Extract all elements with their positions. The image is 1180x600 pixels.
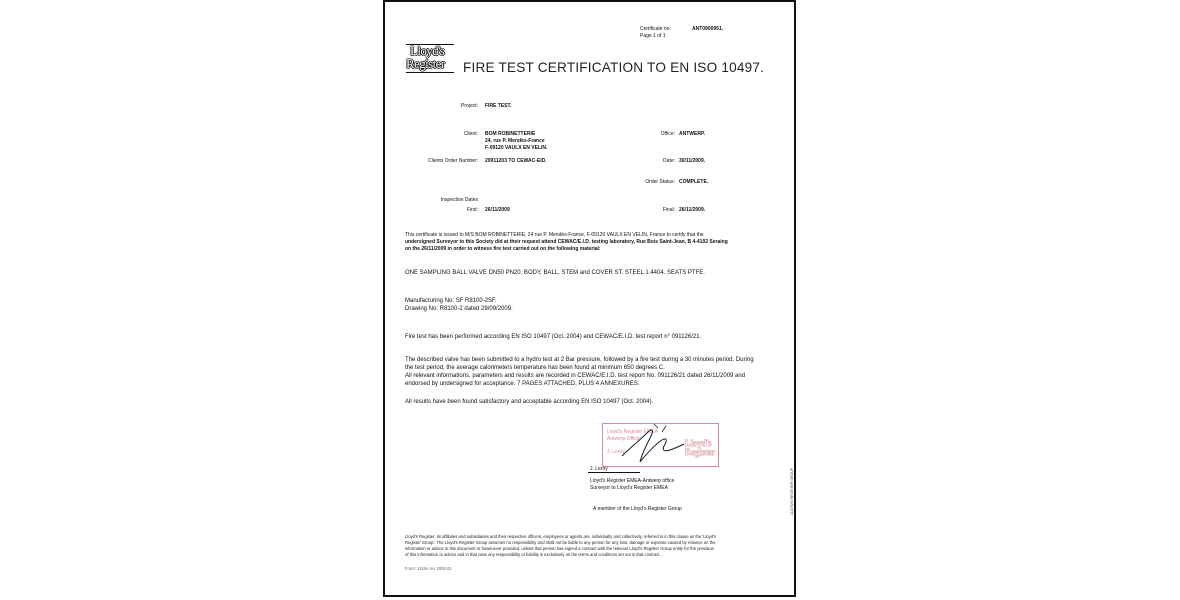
- description-line-2: the test period, the average calorimeters temperature has been found at minimum 650 degrees C.: [405, 365, 665, 371]
- signature-line: [588, 472, 640, 473]
- client-label: Client:: [463, 131, 478, 137]
- page-indicator: Page 1 of 1: [640, 33, 666, 39]
- stamp-line-1: Lloyd's Register EMEA: [607, 429, 658, 435]
- form-reference: Form: 1115A rev 2008.02: [405, 566, 452, 571]
- description-line-1: The described valve has been submitted to a hydro test at 2 Bar pressure, followed by a fire test during a 30 minutes period. During: [405, 357, 754, 363]
- stamp-line-3: J. Leroy: [607, 449, 625, 455]
- signature: [618, 422, 688, 468]
- order-status-value: COMPLETE.: [679, 179, 709, 185]
- order-number-value: 20911203 TO CEWAC-EID.: [485, 158, 547, 164]
- final-date-label: Final:: [662, 207, 675, 213]
- lloyds-register-logo: [406, 44, 454, 74]
- disclaimer-line-4: of this information or advice and in that case any responsibility or liability is exclusively on the terms and conditions set out in that contract.: [405, 552, 661, 557]
- page-title: FIRE TEST CERTIFICATION TO EN ISO 10497.: [463, 60, 765, 75]
- material-description: ONE SAMPLING BALL VALVE DN50 PN20. BODY, BALL, STEM and COVER ST. STEEL 1.4404. SEATS PTFE.: [405, 270, 705, 276]
- intro-line-1: This certificate is issued to M/S BOM ROBINETTERIE, 24 rue P. Mendès-France, F-09120 VAULX EN VELIN, France to certify that the: [405, 232, 704, 238]
- side-reference: LLOYD'S REGISTER GROUP: [790, 467, 794, 515]
- disclaimer-line-2: Register Group'. The Lloyd's Register Group assumes no responsibility and shall not be liable to any person for any loss, damage or expense caused by reliance on the: [405, 540, 716, 545]
- intro-line-3: on the 26/11/2009 in order to witness fire test carried out on the following material:: [405, 246, 601, 252]
- results-statement: All results have been found satisfactory and acceptable according EN ISO 10497 (Oct. 2004).: [405, 399, 654, 405]
- order-number-label: Clients Order Number:: [427, 158, 478, 164]
- order-status-label: Order Status:: [645, 179, 675, 185]
- client-name: BOM ROBINETTERIE: [485, 131, 536, 137]
- manufacturing-number: Manufacturing No: SF R8100-2SF.: [405, 298, 497, 304]
- inspection-dates-label: Inspection Dates: [440, 197, 478, 203]
- intro-line-2: undersigned Surveyor to this Society did at their request attend CEWAC/E.I.D. testing laboratory, Rue Bois Saint-Jean, B 4-4102 Seraing: [405, 239, 728, 245]
- stamp-logo: Lloyd's Register: [685, 438, 715, 457]
- test-performed: Fire test has been performed according EN ISO 10497 (Oct. 2004) and CEWAC/E.I.D. test report n° 091126/21.: [405, 334, 702, 340]
- date-label: Date:: [663, 158, 675, 164]
- project-value: FIRE TEST.: [485, 103, 512, 109]
- description-line-4: endorsed by undersigned for acceptance. 7 PAGES ATTACHED, PLUS 4 ANNEXURES.: [405, 381, 640, 387]
- disclaimer-line-1: Lloyd's Register, its affiliates and subsidiaries and their respective officers, employees or agents are, individually and collectively, referred to in this clause as the 'Lloyd's: [405, 534, 717, 539]
- date-value: 30/11/2009.: [679, 158, 706, 164]
- description-line-3: All relevant informations, parameters and results are recorded in CEWAC/E.I.D. test report No. 091126/21 dated 26/11/2009 and: [405, 373, 746, 379]
- signatory-role: Surveyor to Lloyd's Register EMEA: [590, 485, 668, 491]
- stamp-line-2: Antwerp Office: [607, 436, 640, 442]
- certificate-number-label: Certificate no:: [640, 26, 671, 32]
- project-label: Project:: [461, 103, 478, 109]
- client-address-1: 24, rue P. Mendès-France: [485, 138, 545, 144]
- office-label: Office:: [660, 131, 675, 137]
- final-date-value: 26/11/2009.: [679, 207, 706, 213]
- signatory-office: Lloyd's Register EMEA-Antwerp office: [590, 478, 675, 484]
- client-address-2: F-09120 VAULX EN VELIN.: [485, 145, 548, 151]
- certificate-number: ANT0900951.: [692, 26, 724, 32]
- drawing-number: Drawing No: R8100-2 dated 29/09/2009.: [405, 306, 513, 312]
- logo-line1: Lloyd's: [410, 43, 445, 58]
- logo-line2: Register: [406, 56, 445, 71]
- first-date-label: First:: [466, 207, 478, 213]
- first-date-value: 26/11/2009: [485, 207, 510, 213]
- office-value: ANTWERP.: [679, 131, 706, 137]
- group-member-note: A member of the Lloyd's Register Group: [593, 506, 682, 512]
- disclaimer-line-3: information or advice in this document or howsoever provided, unless that person has signed a contract with the relevant Lloyd's Register Group entity for the provision: [405, 546, 714, 551]
- signatory-name: J. Leroy: [590, 466, 608, 472]
